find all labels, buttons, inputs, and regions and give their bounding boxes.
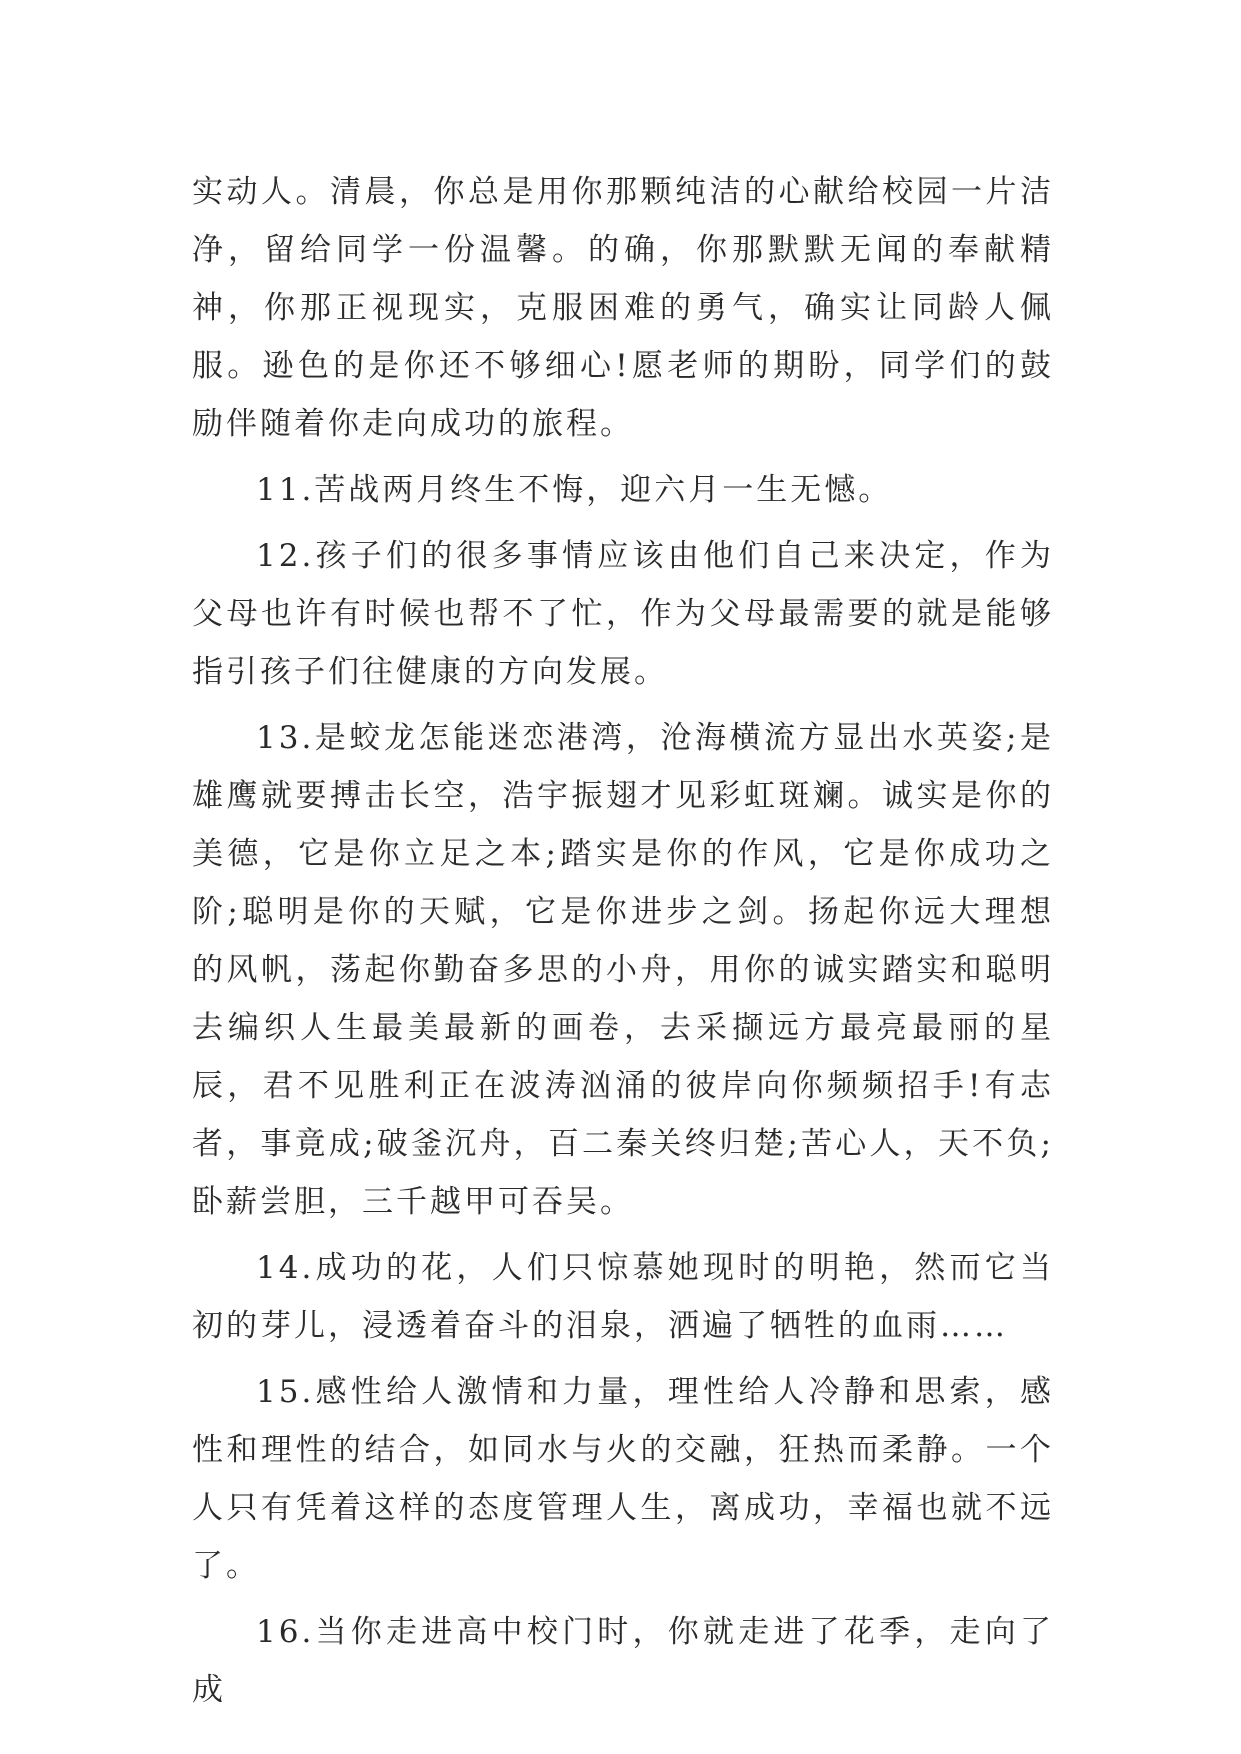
paragraph-continued: 实动人。清晨，你总是用你那颗纯洁的心献给校园一片洁净，留给同学一份温馨。的确，你那默默无闻的奉献精神，你那正视现实，克服困难的勇气，确实让同龄人佩服。逊色的是你还不够细心!愿老师的期盼，同学们的鼓励伴随着你走向成功的旅程。 xyxy=(192,174,1054,442)
paragraph-16: 16.当你走进高中校门时，你就走进了花季，走向了成 xyxy=(192,1614,1054,1708)
paragraph-12: 12.孩子们的很多事情应该由他们自己来决定，作为父母也许有时候也帮不了忙，作为父母最需要的就是能够指引孩子们往健康的方向发展。 xyxy=(192,538,1054,690)
paragraph-11: 11.苦战两月终生不悔，迎六月一生无憾。 xyxy=(256,472,893,508)
paragraph-15: 15.感性给人激情和力量，理性给人冷静和思索，感性和理性的结合，如同水与火的交融，狂热而柔静。一个人只有凭着这样的态度管理人生，离成功，幸福也就不远了。 xyxy=(192,1374,1054,1584)
body-text xyxy=(192,163,1054,1727)
paragraph-13: 13.是蛟龙怎能迷恋港湾，沧海横流方显出水英姿;是雄鹰就要搏击长空，浩宇振翅才见彩虹斑斓。诚实是你的美德，它是你立足之本;踏实是你的作风，它是你成功之阶;聪明是你的天赋，它是你进步之剑。扬起你远大理想的风帆，荡起你勤奋多思的小舟，用你的诚实踏实和聪明去编织人生最美最新的画卷，去采撷远方最亮最丽的星辰，君不见胜利正在波涛汹涌的彼岸向你频频招手!有志者，事竟成;破釜沉舟，百二秦关终归楚;苦心人，天不负;卧薪尝胆，三千越甲可吞吴。 xyxy=(192,720,1054,1220)
paragraph-14: 14.成功的花，人们只惊慕她现时的明艳，然而它当初的芽儿，浸透着奋斗的泪泉，洒遍了牺牲的血雨…… xyxy=(192,1250,1054,1344)
